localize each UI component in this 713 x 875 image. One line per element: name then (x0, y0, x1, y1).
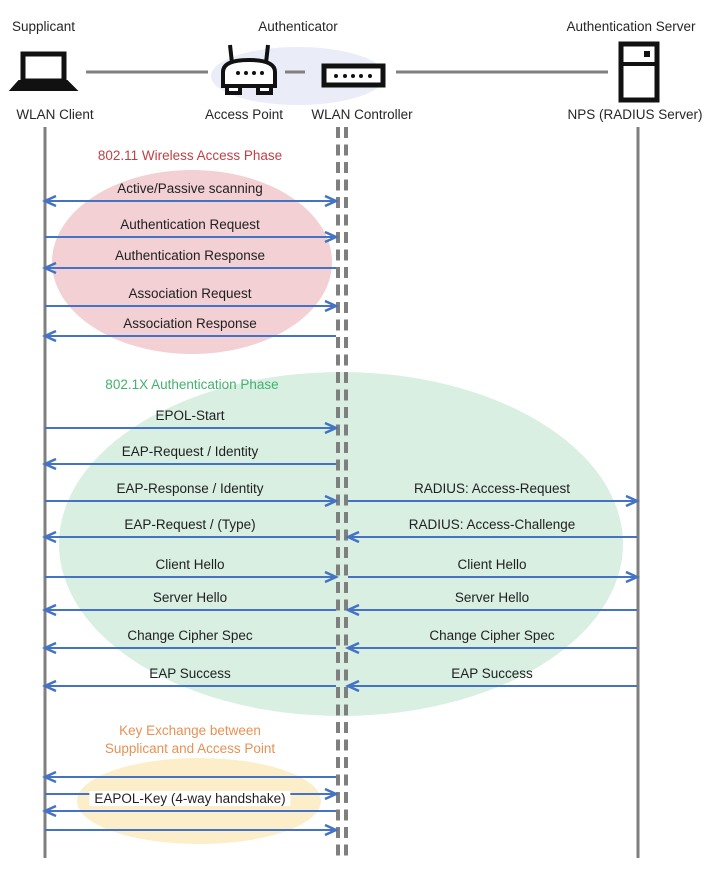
access-point-label: Access Point (204, 107, 284, 122)
message-label: EAP-Request / Identity (121, 444, 259, 459)
phase-title-key-exchange-line2: Supplicant and Access Point (104, 741, 276, 756)
message-label: EAP-Request / (Type) (124, 517, 256, 532)
access-point-icon-dot-3 (260, 71, 264, 75)
phase-title-80211-wireless-access: 802.11 Wireless Access Phase (97, 148, 283, 163)
message-label: Server Hello (454, 590, 530, 605)
message-label: EAP Success (149, 666, 231, 681)
message-label: Active/Passive scanning (117, 181, 263, 196)
laptop-icon-screen (23, 54, 64, 81)
access-point-icon-dot-0 (236, 71, 240, 75)
phase-title-key-exchange-line1: Key Exchange between (119, 723, 261, 738)
message-label: EAP Success (451, 666, 533, 681)
wlan-client-label: WLAN Client (16, 107, 94, 122)
authenticator-role-label: Authenticator (258, 19, 338, 34)
wlan-controller-icon-dot-3 (359, 74, 363, 78)
access-point-icon-foot-right (258, 86, 271, 93)
laptop-icon-base (11, 81, 76, 90)
access-point-icon-dot-1 (244, 71, 248, 75)
message-label: Authentication Response (114, 248, 266, 263)
server-icon-led (644, 51, 650, 57)
message-label: Client Hello (457, 557, 527, 572)
wlan-controller-label: WLAN Controller (311, 107, 413, 122)
access-point-icon-foot-left (227, 86, 240, 93)
phase-title-8021x-authentication: 802.1X Authentication Phase (105, 377, 279, 392)
wlan-controller-icon-dot-4 (368, 74, 372, 78)
message-label: Change Cipher Spec (127, 628, 253, 643)
phase-title-key-exchange (105, 722, 275, 758)
message-label: Authentication Request (120, 217, 260, 232)
access-point-icon-dot-2 (252, 71, 256, 75)
message-label: Client Hello (155, 557, 225, 572)
wlan-controller-icon-dot-0 (334, 74, 338, 78)
server-icon-body (621, 44, 657, 100)
wlan-controller-icon-dot-1 (343, 74, 347, 78)
message-label: Association Response (123, 316, 257, 331)
message-label: EAP-Response / Identity (116, 481, 264, 496)
wlan-controller-icon-dot-2 (351, 74, 355, 78)
message-label: Server Hello (152, 590, 228, 605)
message-label: EAPOL-Key (4-way handshake) (89, 791, 290, 806)
authentication-server-role-label: Authentication Server (566, 19, 696, 34)
access-point-icon-body (223, 60, 275, 86)
supplicant-role-label: Supplicant (12, 19, 76, 34)
message-label: Association Request (128, 286, 252, 301)
phase-ellipse-1 (59, 372, 623, 716)
message-label: RADIUS: Access-Challenge (408, 517, 576, 532)
message-label: EPOL-Start (155, 408, 225, 423)
nps-radius-server-label: NPS (RADIUS Server) (567, 107, 703, 122)
message-label: Change Cipher Spec (429, 628, 555, 643)
message-label: RADIUS: Access-Request (413, 481, 571, 496)
